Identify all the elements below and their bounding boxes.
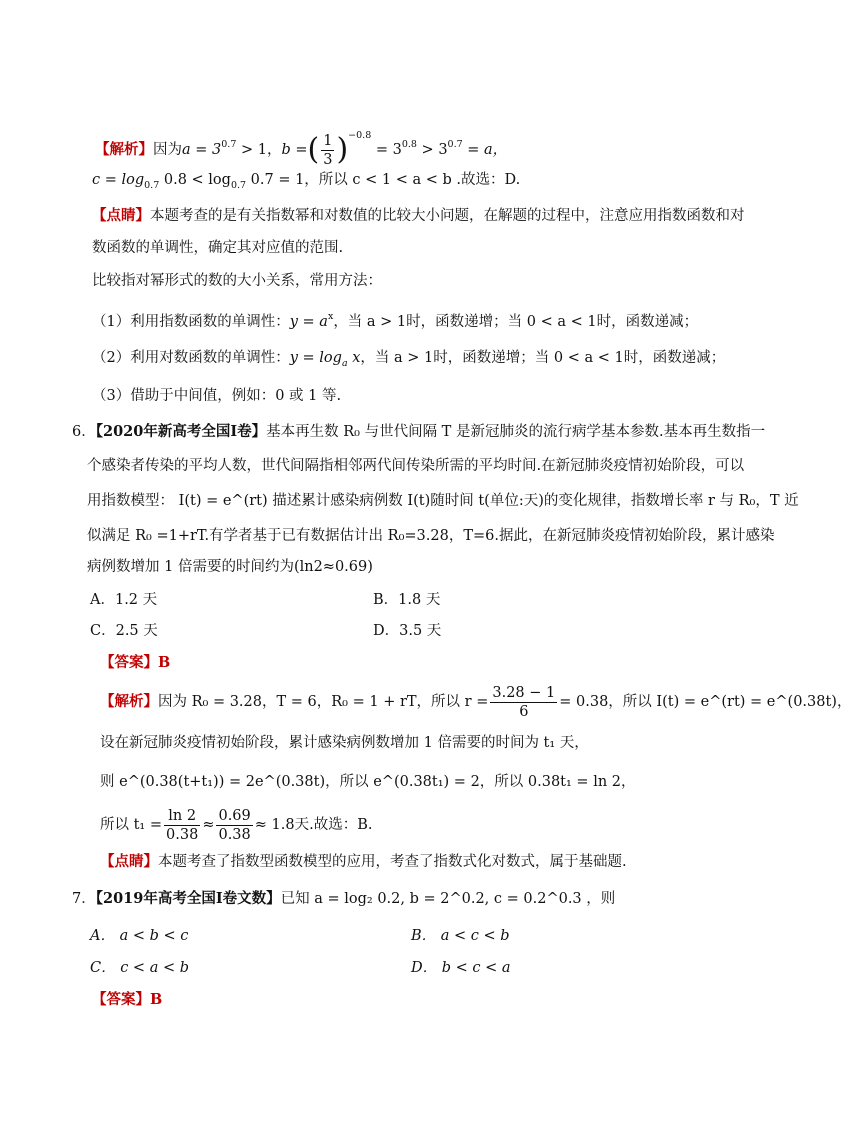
option-label: C． c < a < b (90, 960, 189, 976)
method-text: （3）借助于中间值，例如：0 或 1 等. (92, 388, 342, 404)
math-sub: 0.7 (144, 180, 160, 191)
q6-option-c[interactable] (90, 621, 158, 641)
question-text: 似满足 R₀ =1+rT.有学者基于已有数据估计出 R₀=3.28，T=6.据此，在新冠肺炎疫情初始阶段，累计感染 (87, 528, 775, 544)
fraction (164, 807, 200, 844)
dianjing-text: 数函数的单调性，确定其对应值的范围. (92, 240, 344, 256)
dianjing-text: 本题考查的是有关指数幂和对数值的比较大小问题，在解题的过程中，注意应用指数函数和对 (150, 208, 745, 224)
answer-text: 【答案】B (100, 654, 171, 671)
q7-answer (92, 990, 162, 1010)
q6-jiexi-4 (100, 803, 372, 847)
method-text: （1）利用指数函数的单调性： (92, 314, 290, 330)
frac-num: 3.28 − 1 (492, 684, 556, 701)
q6-jiexi-2 (100, 733, 589, 753)
math-text: = 0.38，所以 I(t) = e^(rt) = e^(0.38t)， (559, 694, 851, 710)
math-c: c = log (92, 172, 145, 188)
q6-stem-5 (87, 557, 373, 577)
q6-option-a[interactable] (90, 590, 157, 610)
option-label: B．1.8 天 (373, 592, 441, 608)
q6-jiexi-1 (100, 680, 851, 724)
math-exp: −0.8 (348, 130, 372, 141)
jiexi-text: 则 e^(0.38(t+t₁)) = 2e^(0.38t)，所以 e^(0.38t₁) = 2，所以 0.38t₁ = ln 2， (100, 774, 636, 790)
q7-option-d[interactable] (411, 958, 511, 978)
option-label: A． a < b < c (90, 928, 189, 944)
jiexi-tag: 【解析】 (95, 141, 153, 158)
question-text: 病例数增加 1 倍需要的时间约为(ln2≈0.69) (87, 559, 373, 575)
q6-answer (100, 653, 170, 673)
fraction (490, 684, 557, 721)
jiexi-line-1 (95, 116, 508, 168)
q6-jiexi-3 (100, 772, 636, 792)
math-var: x (347, 350, 361, 366)
q6-stem-1 (72, 422, 765, 442)
q7-stem (72, 889, 615, 909)
method-text: （2）利用对数函数的单调性： (92, 350, 290, 366)
dianjing-tag: 【点睛】 (92, 207, 150, 224)
fraction (321, 132, 334, 169)
frac-den: 0.38 (166, 826, 199, 843)
q6-stem-4 (87, 526, 774, 546)
text: 因为 (153, 142, 182, 158)
question-number: 7． (72, 891, 96, 907)
math-exp: x (327, 311, 334, 322)
q7-option-c[interactable] (90, 958, 189, 978)
math-text: ≈ (202, 817, 215, 833)
question-text: 用指数模型： I(t) = e^(rt) 描述累计感染病例数 I(t)随时间 t(单位:天)的变化规律，指数增长率 r 与 R₀，T 近 (87, 493, 799, 509)
method-text: ，当 a > 1时，函数递增；当 0 < a < 1时，函数递减； (360, 350, 726, 366)
paren-right: ) (336, 132, 349, 167)
q6-stem-3 (87, 491, 799, 511)
option-label: B． a < c < b (411, 928, 510, 944)
math-b: b = (281, 142, 308, 158)
math-sub: 0.7 (230, 180, 247, 191)
option-label: A．1.2 天 (90, 592, 158, 608)
frac-num: ln 2 (164, 807, 200, 826)
option-label: D． b < c < a (411, 960, 511, 976)
question-source: 【2020年新高考全国Ⅰ卷】 (95, 423, 267, 440)
math-exp: 0.7 (447, 139, 463, 150)
method-2 (92, 348, 725, 374)
method-text: ，当 a > 1时，函数递增；当 0 < a < 1时，函数递减； (333, 314, 699, 330)
frac-den: 6 (519, 703, 529, 720)
math-fn: y = log (289, 350, 342, 366)
q7-option-b[interactable] (411, 926, 510, 946)
option-label: D．3.5 天 (373, 623, 442, 639)
math-exp: 0.8 (401, 139, 417, 150)
q6-stem-2 (87, 456, 744, 476)
frac-num: 0.69 (218, 807, 251, 824)
frac-den: 3 (323, 151, 333, 168)
jiexi-tag: 【解析】 (100, 693, 158, 710)
method-1 (92, 307, 698, 332)
dianjing-tag: 【点睛】 (100, 853, 158, 870)
math-text: 0.7 = 1，所以 c < 1 < a < b .故选：D. (246, 172, 521, 188)
frac-num: 1 (323, 132, 333, 149)
q6-dianjing (100, 852, 627, 872)
q6-option-d[interactable] (373, 621, 441, 641)
method-title (92, 271, 382, 291)
paren-left: ( (307, 132, 320, 167)
jiexi-text: 设在新冠肺炎疫情初始阶段，累计感染病例数增加 1 倍需要的时间为 t₁ 天， (100, 735, 589, 751)
dianjing-text: 本题考查了指数型函数模型的应用，考查了指数式化对数式，属于基础题. (158, 854, 627, 870)
q7-option-a[interactable] (90, 926, 188, 946)
math-text: 所以 t₁ = (100, 817, 163, 833)
math-text: 因为 R₀ = 3.28，T = 6，R₀ = 1 + rT，所以 r = (158, 694, 489, 710)
method-title-text: 比较指对幂形式的数的大小关系，常用方法： (92, 273, 382, 289)
jiexi-line-2 (92, 170, 520, 196)
math-text: 0.8 < log (159, 172, 231, 188)
math-text: > 1， (236, 142, 282, 158)
question-text: 基本再生数 R₀ 与世代间隔 T 是新冠肺炎的流行病学基本参数.基本再生数指一 (266, 424, 766, 440)
frac-den: 0.38 (218, 826, 251, 843)
dianjing-line-1 (92, 206, 745, 226)
question-text: 个感染者传染的平均人数，世代间隔指相邻两代间传染所需的平均时间.在新冠肺炎疫情初始阶段，可以 (87, 458, 745, 474)
answer-text: 【答案】B (92, 991, 163, 1008)
math-text: = 3 (371, 142, 402, 158)
method-3 (92, 386, 341, 406)
math-text: > 3 (416, 142, 448, 158)
question-source: 【2019年高考全国Ⅰ卷文数】 (95, 890, 281, 907)
q6-option-b[interactable] (373, 590, 440, 610)
fraction (216, 807, 252, 844)
option-label: C．2.5 天 (90, 623, 158, 639)
question-number: 6． (72, 424, 96, 440)
math-exp: 0.7 (221, 139, 237, 150)
question-text: 已知 a = log₂ 0.2, b = 2^0.2, c = 0.2^0.3 ，则 (280, 891, 616, 907)
math-text: = a， (462, 142, 508, 158)
math-text: ≈ 1.8天.故选：B. (254, 817, 373, 833)
math-a: a = 3 (182, 142, 222, 158)
dianjing-line-2 (92, 238, 343, 258)
math-sub: a (341, 358, 348, 369)
math-fn: y = a (289, 314, 328, 330)
